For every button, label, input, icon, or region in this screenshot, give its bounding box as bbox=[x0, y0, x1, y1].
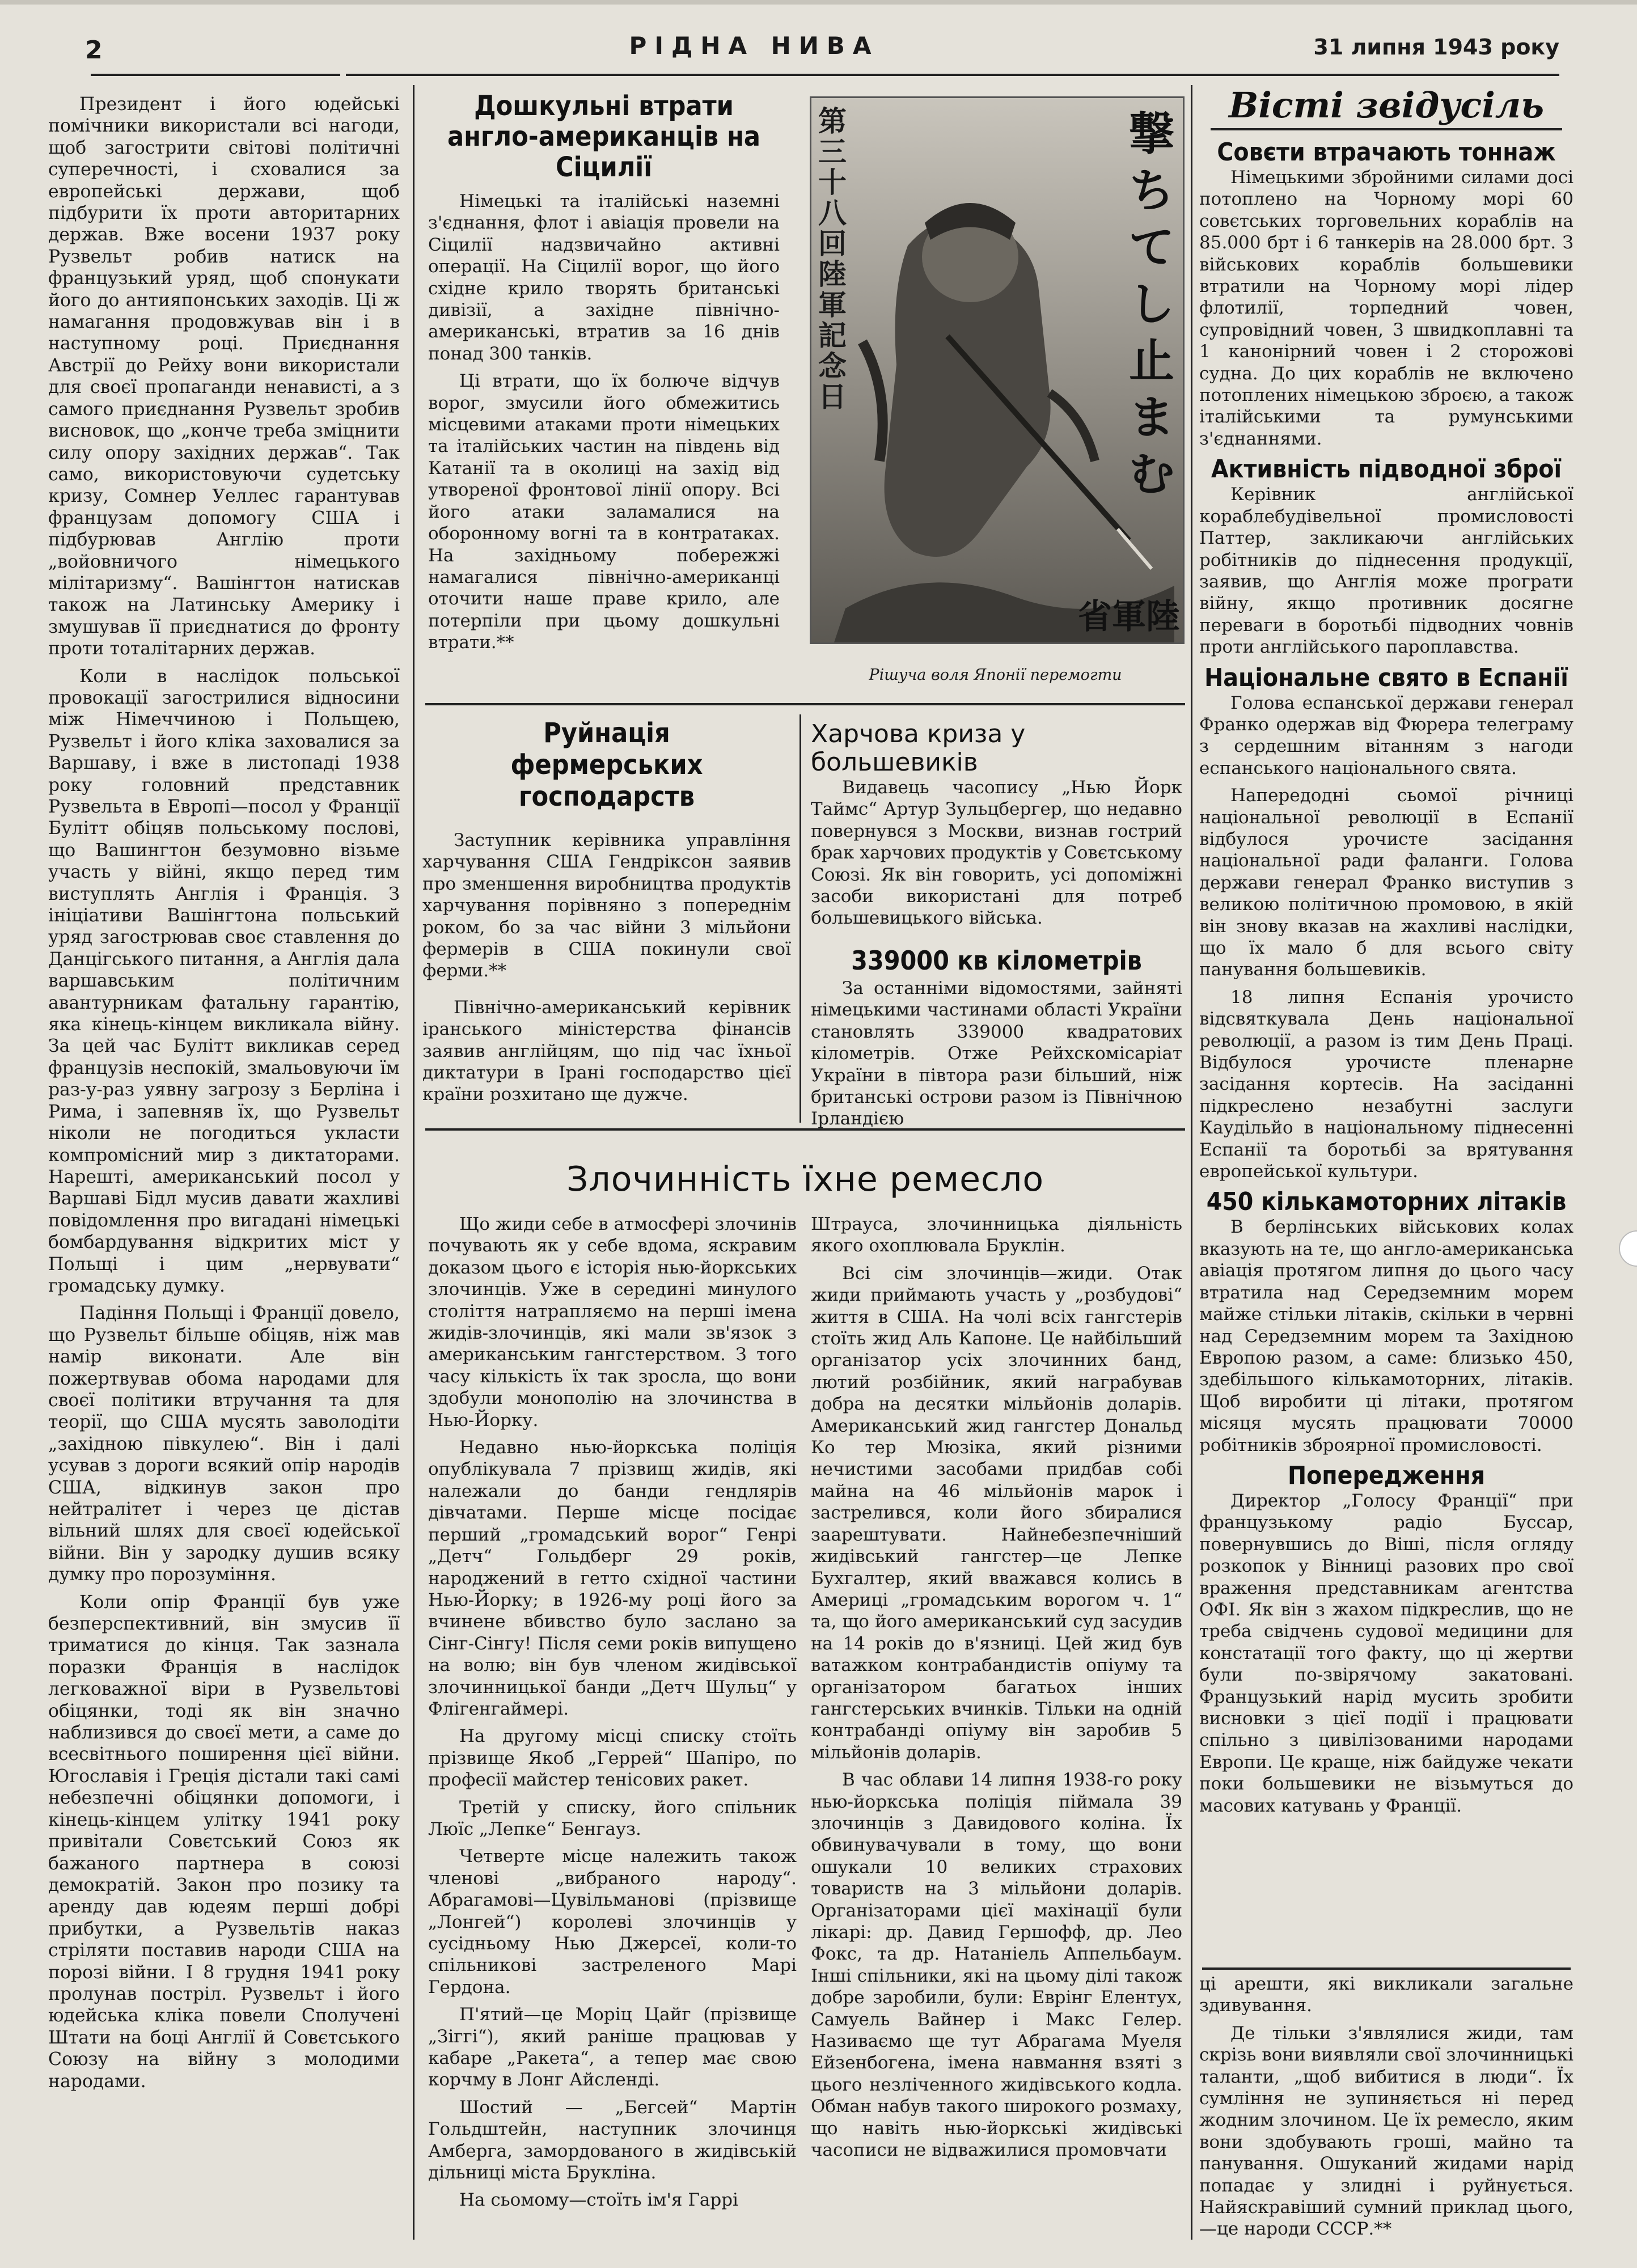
paragraph: На другому місці списку стоїть прізвище Якоб „Геррей“ Шапіро, по професії майстер тенісових ракет. bbox=[428, 1726, 797, 1791]
article-title: Харчова криза у большевиків bbox=[811, 720, 1026, 777]
news-title: Попередження bbox=[1287, 1461, 1486, 1490]
page-number: 2 bbox=[85, 36, 103, 65]
paragraph: Третій у списку, його спільник Люїс „Лепке“ Бенгауз. bbox=[428, 1797, 797, 1839]
column-rule-1 bbox=[413, 85, 414, 2240]
article-title: 339000 кв кілометрів bbox=[851, 945, 1142, 976]
news-title: 450 кількамоторних літаків bbox=[1206, 1187, 1567, 1217]
paper-edge bbox=[0, 0, 1637, 5]
news-text: Голова еспанської держави генерал Франко одержав від Фюрера телеграму з сердешним вітанням з нагоди еспанського національного свята. bbox=[1199, 692, 1573, 778]
news-text: Німецькими збройними силами досі потоплено на Чорному морі 60 совєтських торговельних кораблів на 85.000 брт і 6 танкерів на 28.000 брт. З військових кораблів большевики втратили на Чорному морі лідер флотилії, торпедний човен, супровідний човен, 3 швидкоплавні та 1 канонірний човен і 2 сторожові судна. До цих кораблів не включено потоплених німецькою зброєю, а також італійськими та румунськими з'єднаннями. bbox=[1199, 167, 1573, 449]
news-text: 18 липня Еспанія урочисто відсвяткувала День національної революції, а разом із тим День Праці. Відбулося урочисте пленарне засідання кортесів. На засіданні підкреслено незабутні заслуги Каудільйо в національному піднесенні Еспанії та боротьбі за врятування европейської культури. bbox=[1199, 987, 1573, 1182]
news-title: Активність підводної зброї bbox=[1211, 455, 1562, 484]
paragraph: Всі сім злочинців—жиди. Отак жиди приймають участь у „розбудові“ життя в США. На чолі всіх гангстерів стоїть жид Аль Капоне. Це найбільший організатор усіх злочинних банд, лютий розбійник, який награбував добра на десятки мільйонів доларів. Американський жид гангстер Дональд Ко тер Мюзіка, який різними нечистими засобами придбав собі майна на 46 мільйонів марок і застрелився, коли його збиралися заарештувати. Найнебезпечніший жидівський гангстер—це Лепке Бухгалтер, який вважався колись в Америці „громадським ворогом ч. 1“ та, що його американський суд засудив на 14 років до в'язниці. Цей жид був ватажком контрабандистів опіуму та організатором багатьох інших гангстерських вчинків. Тільки на одній контрабанді опіуму він заробив 5 мільйонів доларів. bbox=[811, 1263, 1182, 1763]
news-text: Директор „Голосу Франції“ при французькому радіо Буссар, повернувшись до Віші, після огляду розкопок у Вінниці разових про свої враження представникам агентства ОФІ. Як він з жахом підкреслив, що не треба свідчень судової медицини для констатації того факту, що ці жертви були по-звірячому закатовані. Французький нарід мусить зробити висновки з цієї події і працювати спільно з цивілізованими народами Европи. Це краще, ніж байдуже чекати поки большевики не візьмуться до масових катувань у Франції. bbox=[1199, 1490, 1573, 1816]
paragraph: Падіння Польщі і Франції довело, що Рузвельт більше обіцяв, ніж мав намір виконати. Але він пожертвував обома народами для своєї політики втручання та для теорії, що США мусять заволодіти „західною півкулею“. Він і далі усував з дороги всякий опір народів США, відкинув закон про нейтралітет і через це дістав вільний шлях для своєї юдейської війни. Він у зародку душив всяку думку про порозуміння. bbox=[48, 1303, 400, 1585]
column-rule-3 bbox=[1191, 85, 1192, 2240]
poster-bottom-text: 省軍陸 bbox=[1078, 597, 1180, 637]
article-crime-col-3 bbox=[1199, 1973, 1573, 2246]
article-crime-col-1 bbox=[428, 1213, 797, 2217]
paragraph: Північно-американський керівник іранського міністерства фінансів заявив англійцям, що під час їхньої диктатури в Ірані господарство цієї країни розхитано ще дужче. bbox=[422, 997, 791, 1105]
news-column bbox=[1199, 85, 1573, 1822]
paragraph: Коли опір Франції був уже безперспективний, він змусив її триматися до кінця. Так зазнала поразки Франція в наслідок легковажної віри в Рузвельтові обіцянки, тоді як він значно наблизився до своєї мети, а саме до всесвітнього поширення цієї війни. Югославія і Греція дістали такі самі небезпечні обіцянки допомоги, і кінець-кінцем улітку 1941 року привітали Совєтський Союз як бажаного партнера в союзі демократій. Закон про позику та аренду дав юдеям перші добрі прибутки, а Рузвельтів наказ стріляти поставив народи США на порозі війни. І 8 грудня 1941 року пролунав постріл. Рузвельт і його юдейська кліка повели Сполучені Штати на боці Англії й Совєтського Союзу на війну з молодими народами. bbox=[48, 1592, 400, 2092]
paragraph: Недавно нью-йоркська поліція опублікувала 7 прізвищ жидів, які належали до банди гендлярів дівчатами. Перше місце посідає перший „громадський ворог“ Генрі „Детч“ Гольдберг 29 років, народжений в гетто східної частини Нью-Йорку; в 1926-му році його за вчинене вбивство було заслано за Сінг-Сінгу! Після семи років випущено на волю; він був членом жидівської злочинницької банди „Детч Шульц“ у Флігенгаймері. bbox=[428, 1437, 797, 1719]
section-rule-1 bbox=[425, 703, 1185, 705]
issue-date: 31 липня 1943 року bbox=[1313, 35, 1559, 60]
paragraph: Шостий — „Бегсей“ Мартін Гольдштейн, наступник злочинця Амберга, замордованого в жидівській дільниці міста Брукліна. bbox=[428, 2097, 797, 2184]
paragraph: ці арешти, які викликали загальне здивування. bbox=[1199, 1974, 1573, 2016]
news-text: Напередодні сьомої річниці національної революції в Еспанії відбулося урочисте засідання національної ради фаланги. Голова держави генерал Франко виступив з великою політичною промовою, в якій він знову вказав на жахливі наслідки, що їх мало б для всього світу панування большевиків. bbox=[1199, 785, 1573, 980]
paragraph: Видавець часопису „Нью Йорк Таймс“ Артур Зульцбергер, що недавно повернувся з Москви, визнав гострий брак харчових продуктів у Совєтському Союзі. Як він говорить, усі допоміжні засоби використані для потреб большевицького війська. bbox=[811, 777, 1182, 929]
continuation-rule bbox=[1202, 1967, 1571, 1970]
article-crime-col-2 bbox=[811, 1213, 1182, 2167]
poster-illustration bbox=[811, 98, 1183, 642]
punch-hole bbox=[1619, 1230, 1637, 1267]
news-text: Керівник англійської кораблебудівельної промисловості Паттер, закликаючи англійських робітників до піднесення продукції, заявив, що Англія може програти війну, якщо противник досягне переваги в боротьбі підводних човнів проти англійського пароплавства. bbox=[1199, 484, 1573, 658]
article-sicily bbox=[428, 91, 780, 659]
article-farms bbox=[422, 717, 791, 1111]
article-territory bbox=[811, 946, 1182, 1136]
header-rule-left bbox=[91, 74, 340, 76]
paragraph: Заступник керівника управління харчування США Гендріксон заявив про зменшення виробництва продуктів харчування порівняно з попереднім роком, бо за час війни 3 мільйони фермерів в США покинули свої ферми.** bbox=[422, 830, 791, 981]
paragraph: За останніми відомостями, зайняті німецькими частинами області України становлять 339000 квадратових кілометрів. Отже Рейхскомісаріат України в півтора рази більший, ніж британські острови разом із Північною Ірландією bbox=[811, 978, 1182, 1129]
paragraph: Четверте місце належить також членові „вибраного народу“. Абрагамові—Цувільманові (прізвище „Лонгей“) королеві злочинців у сусідньому Нью Джерсеї, коли-то спільникові застреленого Марі Гердона. bbox=[428, 1846, 797, 1998]
poster-caption: Рішуча воля Японії перемогти bbox=[869, 666, 1122, 684]
paragraph: Президент і його юдейські помічники використали всі нагоди, щоб загострити світові політичні суперечності, і сховалися за европейські держави, щоб підбурити їх проти авторитарних держав. Вже восени 1937 року Рузвельт робив натиск на французький уряд, щоб спонукати його до антияпонських заходів. Ці ж намагання продовжував він і в наступному році. Приєднання Австрії до Рейху вони використали для своєї пропаганди ненависті, а з самого приєднання Рузвельт зробив висновок, що „конче треба зміцнити силу опору західних держав“. Так само, використовуючи судетську кризу, Сомнер Уеллес гарантував французам допомогу США і підбурював Англію проти „войовничого німецького мілітаризму“. Вашінгтон натискав також на Латинську Америку і змушував її приєднатися до фронту проти тоталітарних держав. bbox=[48, 94, 400, 659]
paragraph: Де тільки з'являлися жиди, там скрізь вони виявляли свої злочинницькі таланти, „щоб вибитися в люди“. Їх сумління не зупиняється ні перед жодним злочином. Це їх ремесло, яким вони здобувають гроші, майно та панування. Ошуканий жидами нарід попадає у злидні і руйнується. Найяскравіший сумний приклад цього,—це народи СССР.** bbox=[1199, 2022, 1573, 2240]
poster-vertical-text-left: 第三十八回陸軍記念日 bbox=[818, 105, 847, 413]
paragraph: Ці втрати, що їх болюче відчув ворог, змусили його обмежитись місцевими атаками проти німецьких та італійських частин на південь від Катанії та в околиці на захід від утвореної фронтової лінії опору. Всі його атаки заламалися на оборонному вогні та в контратаках. На західньому побережжі намагалися північно-американці оточити наше праве крило, але потерпіли при цьому дошкульні втрати.** bbox=[428, 371, 780, 653]
paragraph: П'ятий—це Моріц Цайг (прізвище „Зіггі“), який раніше працював у кабаре „Ракета“, а тепер має свою корчму в Лонг Айсленді. bbox=[428, 2004, 797, 2091]
column-rule-2 bbox=[800, 714, 801, 1123]
article-president bbox=[48, 94, 400, 2098]
poster-vertical-text-right: 撃ちてし止まむ bbox=[1129, 108, 1174, 501]
section-title: Вісті звідусіль bbox=[1228, 84, 1545, 126]
article-title: Руйнація фермерських господарств bbox=[510, 717, 703, 813]
japanese-poster-image bbox=[810, 96, 1185, 644]
paragraph: Що жиди себе в атмосфері злочинів почувають як у себе вдома, яскравим доказом цього є історія нью-йоркських злочинців. Уже в середині минулого століття натрапляємо на перші імена жидів-злочинців, які мали зв'язок з американським гангстерством. З того часу кількість їх так зросла, що вони здобули монополію на злочинства в Нью-Йорку. bbox=[428, 1214, 797, 1431]
news-title: Совєти втрачають тоннаж bbox=[1217, 138, 1556, 167]
paragraph: Коли в наслідок польської провокації загострилися відносини між Німеччиною і Польщею, Рузвельт і його кліка заховалися за Варшаву, і вже в листопаді 1938 року головний представник Рузвельта в Европі—посол у Франції Булітт обіцяв польському послові, що Вашингтон безумовно візьме участь у війні, якщо перед тим виступлять Англія і Франція. З ініціативи Вашінгтона польський уряд загострював своє ставлення до Данцігського питання, а Англія дала варшавським політичним авантурникам фатальну гарантію, яка кінець-кінцем викликала війну. За цей час Булітт викликав серед французів неспокій, змальовуючи їм раз-у-раз уявну загрозу з Берліна і Рима, і запевняв їх, що Рузвельт ніколи не погодиться укласти компромісний мир з диктаторами. Нарешті, американський посол у Варшаві Бідл мусив давати жахливі повідомлення про вигадані німецькі бомбардування відкритих міст у Польщі і цим „нервувати“ громадську думку. bbox=[48, 666, 400, 1296]
article-title: Дошкульні втрати англо-американців на Сіцилії bbox=[447, 90, 761, 183]
paragraph: В час облави 14 липня 1938-го року нью-йоркська поліція піймала 39 злочинців з Давидового коліна. Їх обвинувачували в тому, що вони ошукали 10 великих страхових товариств на 3 мільйони доларів. Організаторами цієї махінації були лікарі: др. Давид Гершофф, др. Лео Фокс, та др. Натаніель Аппельбаум. Інші спільники, які на цьому ділі також добре заробили, були: Еврінг Елентух, Самуель Вайнер і Макс Гелер. Називаємо ще тут Абрагама Муеля Ейзенбогена, імена навмання взяті з цього незліченного жидівського кодла. Обман набув такого широкого розмаху, що навіть нью-йоркські жидівські часописи не відважилися промовчати bbox=[811, 1770, 1182, 2161]
masthead: РІДНА НИВА bbox=[629, 32, 879, 60]
section-title-rule bbox=[1211, 128, 1562, 130]
news-text: В берлінських військових колах вказують на те, що англо-американська авіація протягом липня до цього часу втратила над Середземним морем майже стільки літаків, скільки в червні над Середземним морем та Західною Европою разом, а саме: близько 450, здебільшого кількамоторних, літаків. Щоб виробити ці літаки, протягом місяця мусять працювати 70000 робітників зброярної промисловості. bbox=[1199, 1217, 1573, 1455]
paragraph: Німецькі та італійські наземні з'єднання, флот і авіація провели на Сіцилії надзвичайно активні операції. На Сіцилії ворог, що його східне крило творять британські дивізії, а західне північно-американські, втратив за 16 днів понад 300 танків. bbox=[428, 191, 780, 364]
news-title: Національне свято в Еспанії bbox=[1204, 663, 1568, 692]
article-crime-title: Злочинність їхне ремесло bbox=[566, 1160, 1044, 1199]
paragraph: Штрауса, злочинницька діяльність якого охоплювала Бруклін. bbox=[811, 1214, 1182, 1256]
article-food-crisis bbox=[811, 720, 1182, 935]
paragraph: На сьомому—стоїть ім'я Гаррі bbox=[459, 2190, 738, 2211]
header-rule-right bbox=[346, 74, 1559, 76]
